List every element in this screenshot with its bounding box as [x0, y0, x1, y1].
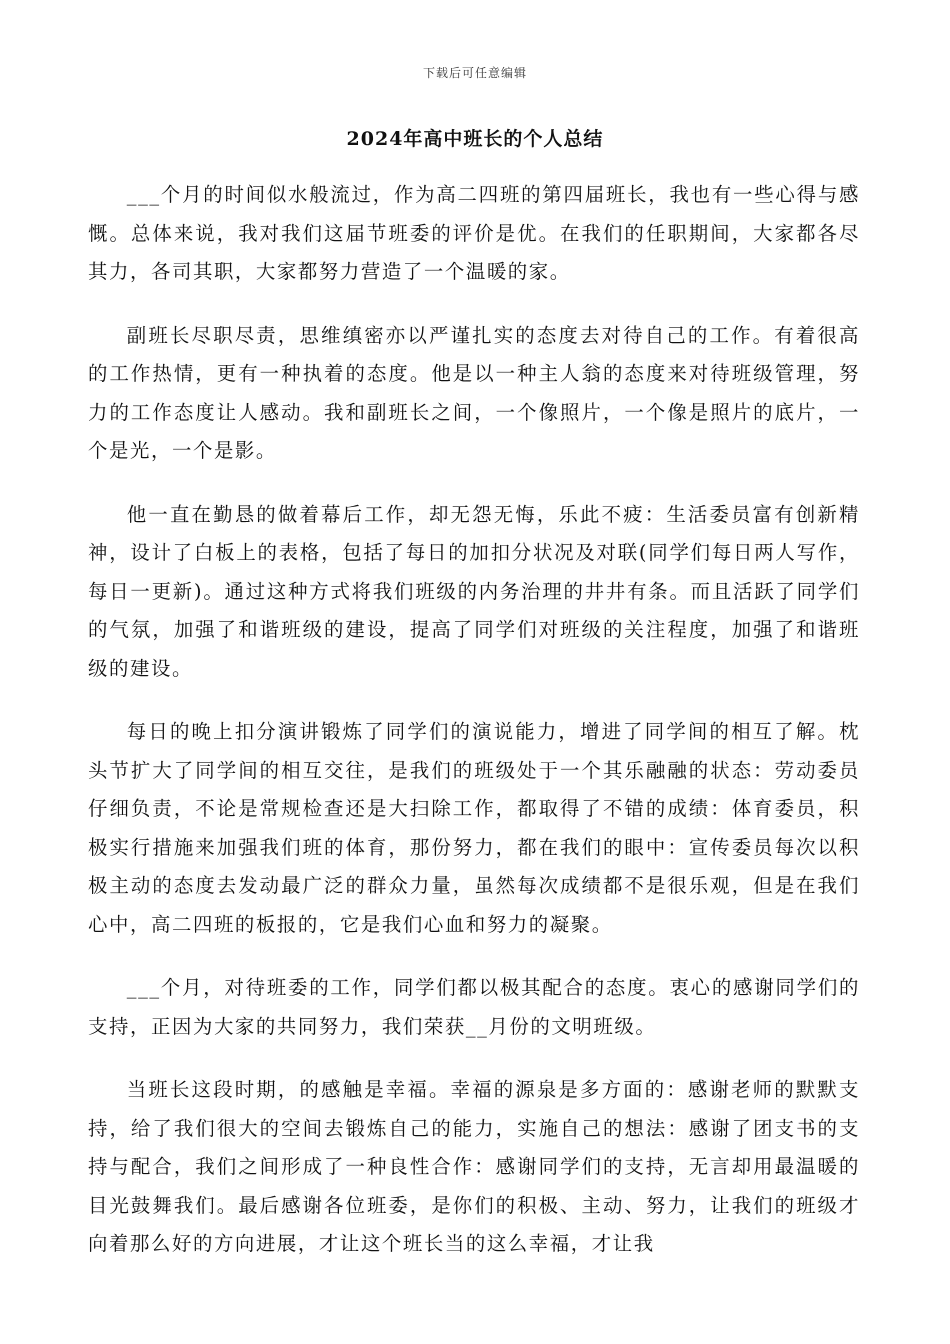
paragraph-6: 当班长这段时期，的感触是幸福。幸福的源泉是多方面的：感谢老师的默默支持，给了我们很大的空间去锻炼自己的能力，实施自己的想法：感谢了团支书的支持与配合，我们之间形成了一种良性合作：感谢同学们的支持，无言却用最温暖的目光鼓舞我们。最后感谢各位班委，是你们的积极、主动、努力，让我们的班级才向着那么好的方向进展，才让这个班长当的这么幸福，才让我	[88, 1078, 860, 1255]
paragraph-4: 每日的晚上扣分演讲锻炼了同学们的演说能力，增进了同学间的相互了解。枕头节扩大了同学间的相互交往，是我们的班级处于一个其乐融融的状态：劳动委员仔细负责，不论是常规检查还是大扫除工作，都取得了不错的成绩：体育委员，积极实行措施来加强我们班的体育，那份努力，都在我们的眼中：宣传委员每次以积极主动的态度去发动最广泛的群众力量，虽然每次成绩都不是很乐观，但是在我们心中，高二四班的板报的，它是我们心血和努力的凝聚。	[88, 720, 860, 936]
document-body	[88, 176, 860, 1289]
paragraph-1: ___个月的时间似水般流过，作为高二四班的第四届班长，我也有一些心得与感慨。总体来说，我对我们这届节班委的评价是优。在我们的任职期间，大家都各尽其力，各司其职，大家都努力营造了一个温暖的家。	[88, 183, 860, 283]
paragraph-3: 他一直在勤恳的做着幕后工作，却无怨无悔，乐此不疲：生活委员富有创新精神，设计了白板上的表格，包括了每日的加扣分状况及对联(同学们每日两人写作，每日一更新)。通过这种方式将我们班级的内务治理的井井有条。而且活跃了同学们的气氛，加强了和谐班级的建设，提高了同学们对班级的关注程度，加强了和谐班级的建设。	[88, 502, 860, 680]
paragraph-2: 副班长尽职尽责，思维缜密亦以严谨扎实的态度去对待自己的工作。有着很高的工作热情，更有一种执着的态度。他是以一种主人翁的态度来对待班级管理，努力的工作态度让人感动。我和副班长之间，一个像照片，一个像是照片的底片，一个是光，一个是影。	[88, 323, 860, 462]
paragraph-5: ___个月，对待班委的工作，同学们都以极其配合的态度。衷心的感谢同学们的支持，正因为大家的共同努力，我们荣获__月份的文明班级。	[88, 976, 860, 1038]
document-title: 2024年高中班长的个人总结	[346, 128, 604, 150]
header-note: 下载后可任意编辑	[422, 66, 527, 80]
